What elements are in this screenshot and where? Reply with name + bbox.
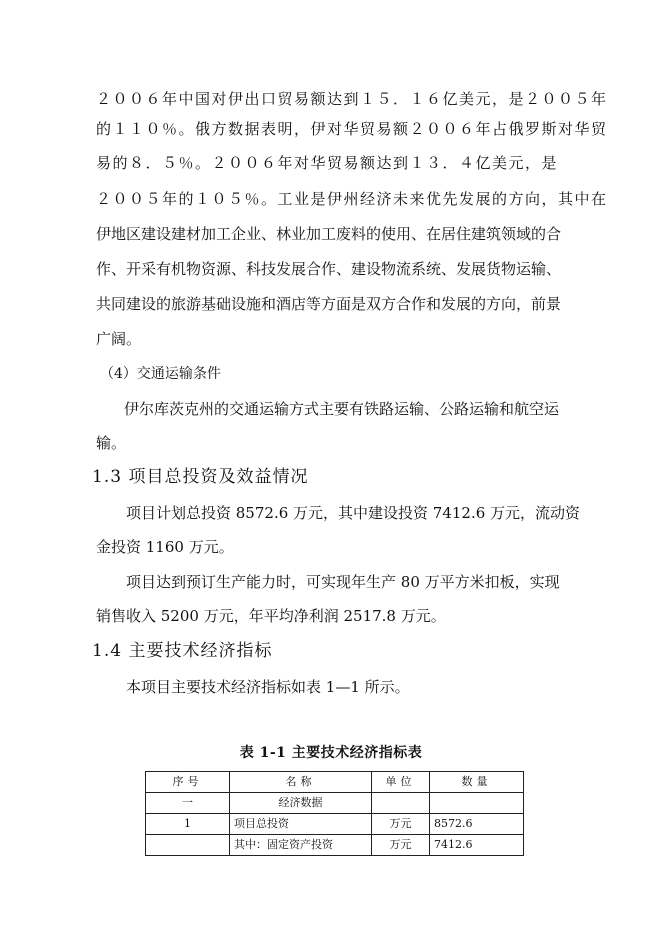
- row-qty: [430, 793, 524, 814]
- section-1-3-heading: 1.3 项目总投资及效益情况: [92, 467, 309, 487]
- trade-line-2: 的１１０％。俄方数据表明，伊对华贸易额２００６年占俄罗斯对华贸: [96, 120, 608, 138]
- table-header-row: [146, 772, 524, 793]
- transport-line-1: 伊尔库茨克州的交通运输方式主要有铁路运输、公路运输和航空运: [124, 400, 560, 418]
- row-unit: [372, 793, 430, 814]
- row-no: 1: [146, 814, 230, 835]
- trade-line-6: 作、开采有机物资源、科技发展合作、建设物流系统、发展货物运输、: [96, 260, 562, 278]
- row-unit: 万元: [372, 835, 430, 856]
- row-name: 经济数据: [230, 793, 372, 814]
- section-1-4-heading: 1.4 主要技术经济指标: [92, 641, 273, 661]
- section-1-4-intro: 本项目主要技术经济指标如表 1—1 所示。: [126, 678, 410, 696]
- trade-line-1: ２００６年中国对伊出口贸易额达到１５．１６亿美元，是２００５年: [96, 90, 608, 108]
- row-qty: 7412.6: [430, 835, 524, 856]
- investment-line-2: 金投资 1160 万元。: [96, 538, 234, 556]
- trade-line-4: ２００５年的１０５％。工业是伊州经济未来优先发展的方向，其中在: [96, 190, 608, 208]
- row-no: 一: [146, 793, 230, 814]
- subsection-4-title: （4）交通运输条件: [100, 366, 221, 382]
- row-qty: 8572.6: [430, 814, 524, 835]
- row-name: 其中：固定资产投资: [230, 835, 372, 856]
- benefit-line-2: 销售收入 5200 万元，年平均净利润 2517.8 万元。: [96, 607, 446, 625]
- table-caption: 表 1-1 主要技术经济指标表: [239, 745, 423, 761]
- header-name: 名称: [230, 772, 372, 793]
- metrics-table: [145, 771, 524, 856]
- row-unit: 万元: [372, 814, 430, 835]
- transport-line-2: 输。: [96, 434, 127, 452]
- table-row: [146, 835, 524, 856]
- trade-line-8: 广阔。: [96, 330, 142, 348]
- header-unit: 单位: [372, 772, 430, 793]
- row-name: 项目总投资: [230, 814, 372, 835]
- benefit-line-1: 项目达到预订生产能力时，可实现年生产 80 万平方米扣板，实现: [126, 573, 560, 591]
- trade-line-5: 伊地区建设建材加工企业、林业加工废料的使用、在居住建筑领域的合: [96, 225, 562, 243]
- row-no: [146, 835, 230, 856]
- trade-line-7: 共同建设的旅游基础设施和酒店等方面是双方合作和发展的方向，前景: [96, 295, 562, 313]
- trade-line-3: 易的８．５％。２００６年对华贸易额达到１３．４亿美元，是: [96, 154, 559, 172]
- header-qty: 数量: [430, 772, 524, 793]
- investment-line-1: 项目计划总投资 8572.6 万元，其中建设投资 7412.6 万元，流动资: [126, 504, 581, 522]
- header-no: 序号: [146, 772, 230, 793]
- table-row: [146, 793, 524, 814]
- table-row: [146, 814, 524, 835]
